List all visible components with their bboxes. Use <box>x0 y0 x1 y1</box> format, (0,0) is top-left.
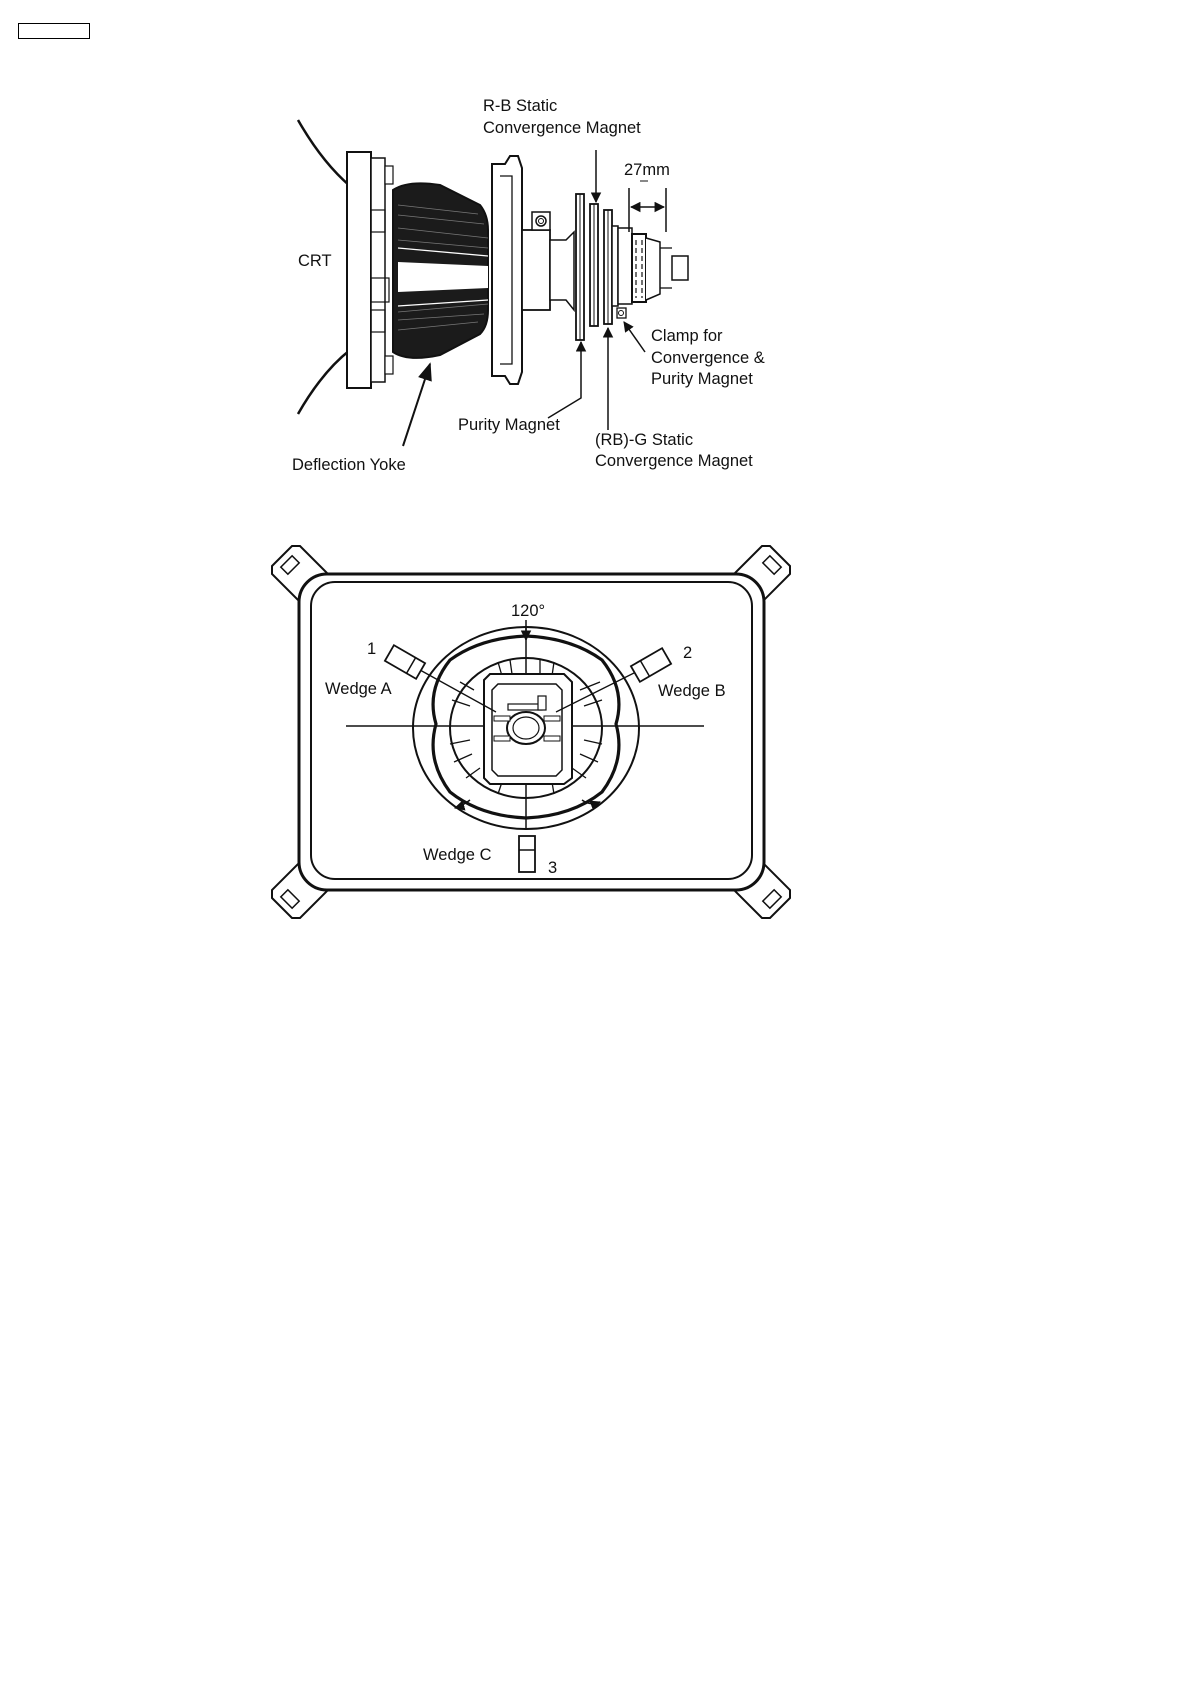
deflection-yoke <box>393 183 488 358</box>
deflection-yoke-label: Deflection Yoke <box>292 456 406 474</box>
crt-flange <box>347 152 371 388</box>
purity-magnet-label: Purity Magnet <box>458 416 560 434</box>
dimension-label: 27mm <box>624 161 670 179</box>
yoke-leader <box>403 364 430 446</box>
crt-label: CRT <box>298 252 332 270</box>
holder-plate <box>492 156 522 384</box>
clamp-leader <box>624 322 645 352</box>
neck-sleeve <box>522 230 550 310</box>
rbg-static-label-line1: (RB)-G Static <box>595 431 694 449</box>
crt-curve-top <box>298 120 350 186</box>
crt-curve-bottom <box>298 350 350 414</box>
wedge-c <box>519 836 535 872</box>
wedge-a-label: Wedge A <box>325 680 392 698</box>
rbg-static-label-line2: Convergence Magnet <box>595 452 753 470</box>
wedge-c-number: 3 <box>548 859 558 877</box>
purity-leader <box>548 342 581 418</box>
rb-static-label-line2: Convergence Magnet <box>483 119 641 137</box>
clamp-label-line3: Purity Magnet <box>651 370 753 388</box>
clamp-label-line2: Convergence & <box>651 349 765 367</box>
wedge-c-label: Wedge C <box>423 846 492 864</box>
clamp-label-line1: Clamp for <box>651 327 723 345</box>
wedge-a-number: 1 <box>367 640 377 658</box>
side-view-figure <box>292 97 765 474</box>
wedge-b-label: Wedge B <box>658 682 726 700</box>
rb-static-label-line1: R-B Static <box>483 97 558 115</box>
wedge-b-number: 2 <box>683 644 693 662</box>
angle-label: 120° <box>511 602 546 620</box>
crt-socket <box>618 228 688 304</box>
front-view-figure <box>272 546 790 918</box>
magnet-rings <box>576 194 618 340</box>
